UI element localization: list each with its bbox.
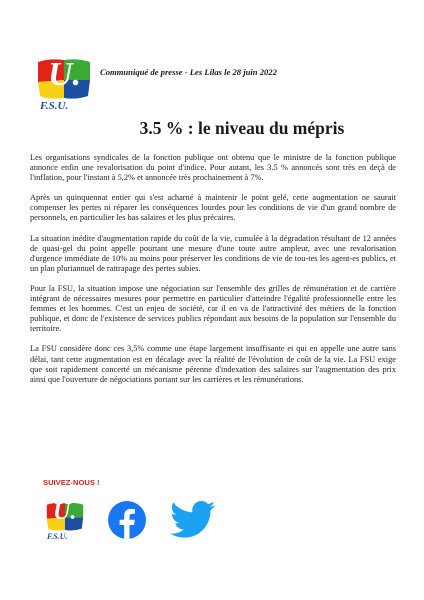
logo-name-small: F.S.U. (47, 532, 68, 541)
paragraph: Les organisations syndicales de la fonction publique ont obtenu que le ministre de la fonction publique annonce enfin une revalorisation du point d'indice. Pour autant, les 3.5 % annoncés sont très en deçà de l'inflation, pour l'instant à 5,2% et annoncée très prochainement à 7%. (30, 153, 396, 183)
fsu-logo (34, 56, 94, 116)
logo-mark-small: U. (53, 499, 77, 525)
follow-us-label: SUIVEZ-NOUS ! (43, 478, 100, 487)
paragraph: La situation inédite d'augmentation rapide du coût de la vie, cumulée à la dégradation résultant de 12 années de quasi-gel du point appelle pourtant une mesure d'une toute autre ampleur, avec une revalorisation d'urgence immédiate de 10% au moins pour préserver les conditions de vie de tou-tes les agent-es publics, et un plan pluriannuel de rattrapage des pertes subies. (30, 233, 396, 273)
paragraph: Après un quinquennat entier qui s'est acharné à maintenir le point gelé, cette augmentation ne saurait compenser les pertes ni réparer les conséquences lourdes pour les conditions de vie d'un grand nombre de personnels, en particulier les bas salaires et les plus précaires. (30, 193, 396, 223)
fsu-logo-small (44, 500, 86, 544)
paragraph: Pour la FSU, la situation impose une négociation sur l'ensemble des grilles de rémunération et de carrière intégrant de nécessaires mesures pour permettre en particulier d'atteindre l'égalité professionnelle entre les femmes et les hommes. C'est un enjeu de société, car il en va de l'attractivité des métiers de la fonction publique, et donc de l'existence de services publics répondant aux besoins de la population sur l'ensemble du territoire. (30, 283, 396, 334)
twitter-icon[interactable] (170, 500, 216, 540)
page-title: 3.5 % : le niveau du mépris (139, 118, 345, 138)
logo-name: F.S.U. (40, 100, 69, 112)
facebook-icon[interactable] (107, 500, 147, 540)
logo-mark: U. (48, 56, 82, 93)
body-text (30, 153, 396, 395)
press-release-header: Communiqué de presse - Les Lilas le 28 juin 2022 (100, 67, 277, 77)
paragraph: La FSU considère donc ces 3,5% comme une étape largement insuffisante et qui en appelle une autre sans délai, tant cette augmentation est en décalage avec la réalité de l'évolution de coût de la vie. La FSU exige que soit rapidement concerté un mécanisme pérenne d'indexation des salaires sur l'augmentation des prix ainsi que l'ouverture de négociations portant sur les carrières et les rémunérations. (30, 344, 396, 384)
